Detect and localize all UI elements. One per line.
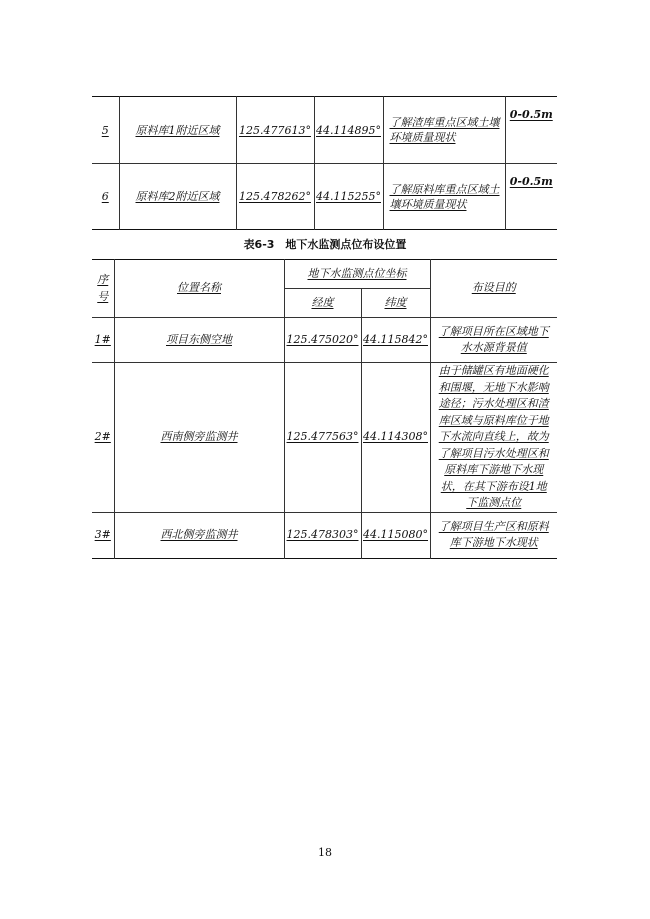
location-name: 西北侧旁监测井 [114,512,284,558]
location-name: 原料库1附近区域 [119,97,236,164]
location-name: 原料库2附近区域 [119,164,236,230]
purpose-cell: 了解渣库重点区域土壤环境质量现状 [383,97,505,164]
table-row [92,363,557,513]
longitude-cell: 125.477613° [236,97,314,164]
latitude-cell: 44.115842° [361,318,430,363]
point-number: 5 [92,97,119,164]
table-row [92,318,557,363]
page-number: 18 [318,846,332,859]
purpose-cell: 了解原料库重点区域土壤环境质量现状 [383,164,505,230]
depth-cell: 0-0.5m [505,164,557,230]
header-purpose: 布设目的 [430,260,557,318]
groundwater-monitoring-table [92,259,557,559]
purpose-cell: 了解项目所在区域地下水水源背景值 [430,318,557,363]
latitude-cell: 44.115255° [314,164,383,230]
table-row [92,512,557,558]
point-number: 1# [92,318,114,363]
purpose-cell: 了解项目生产区和原料库下游地下水现状 [430,512,557,558]
latitude-cell: 44.114895° [314,97,383,164]
location-name: 西南侧旁监测井 [114,363,284,513]
longitude-cell: 125.478262° [236,164,314,230]
purpose-cell: 由于储罐区有地面硬化和围堰，无地下水影响途径；污水处理区和渣库区域与原料库位于地下水流向直线上，故为了解项目污水处理区和原料库下游地下水现状，在其下游布设1地下监测点位 [430,363,557,513]
header-number: 序号 [92,260,114,318]
header-longitude: 经度 [284,289,361,318]
longitude-cell: 125.475020° [284,318,361,363]
point-number: 6 [101,190,109,203]
header-latitude: 纬度 [361,289,430,318]
point-number: 3# [94,527,111,541]
location-name: 项目东侧空地 [114,318,284,363]
soil-monitoring-table [92,96,557,230]
point-number: 2# [92,363,114,513]
header-coordinates: 地下水监测点位坐标 [284,260,430,289]
table-header-row [92,260,557,289]
longitude-cell: 125.477563° [284,363,361,513]
table-caption: 表6-3 地下水监测点位布设位置 [243,238,407,251]
longitude-cell: 125.478303° [284,512,361,558]
header-location: 位置名称 [114,260,284,318]
depth-cell: 0-0.5m [505,97,557,164]
latitude-cell: 44.115080° [361,512,430,558]
table-row [92,164,557,230]
latitude-cell: 44.114308° [361,363,430,513]
table-row [92,97,557,164]
